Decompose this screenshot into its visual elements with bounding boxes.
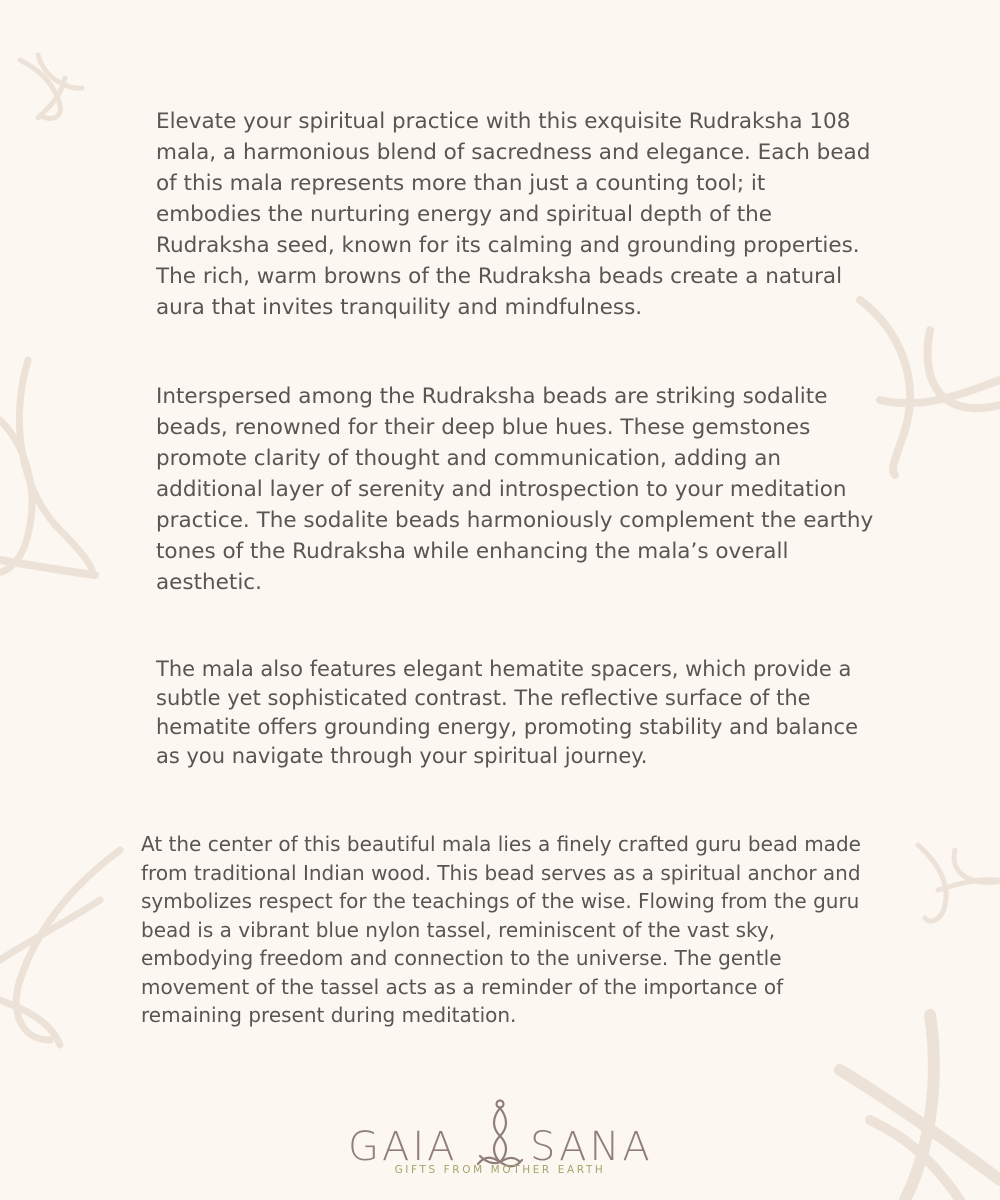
description-paragraph-4: At the center of this beautiful mala lies a finely crafted guru bead made from traditional Indian wood. This bead serves as a spiritual anchor and symbolizes respect for the teachings of the wise. Flowing from the guru bead is a vibrant blue nylon tassel, reminiscent of the vast sky, embodying freedom and connection to the universe. The gentle movement of the tassel acts as a reminder of the importance of remaining present during meditation. — [141, 832, 861, 1027]
brand-logo — [330, 1098, 670, 1184]
description-paragraph-3: The mala also features elegant hematite spacers, which provide a subtle yet sophisticated contrast. The reflective surface of the hematite offers grounding energy, promoting stability and balance as you navigate through your spiritual journey. — [156, 657, 859, 768]
description-paragraph-2: Interspersed among the Rudraksha beads are striking sodalite beads, renowned for their deep blue hues. These gemstones promote clarity of thought and communication, adding an additional layer of serenity and introspection to your meditation practice. The sodalite beads harmoniously complement the earthy tones of the Rudraksha while enhancing the mala’s overall aesthetic. — [156, 384, 874, 595]
logo-tagline: GIFTS FROM MOTHER EARTH — [394, 1164, 606, 1176]
logo-name-right: SANA — [530, 1124, 653, 1170]
logo-name-left: GAIA — [348, 1124, 458, 1170]
description-paragraph-1: Elevate your spiritual practice with this exquisite Rudraksha 108 mala, a harmonious blend of sacredness and elegance. Each bead of this mala represents more than just a counting tool; it embodies the nurturing energy and spiritual depth of the Rudraksha seed, known for its calming and grounding properties. The rich, warm browns of the Rudraksha beads create a natural aura that invites tranquility and mindfulness. — [156, 109, 871, 320]
